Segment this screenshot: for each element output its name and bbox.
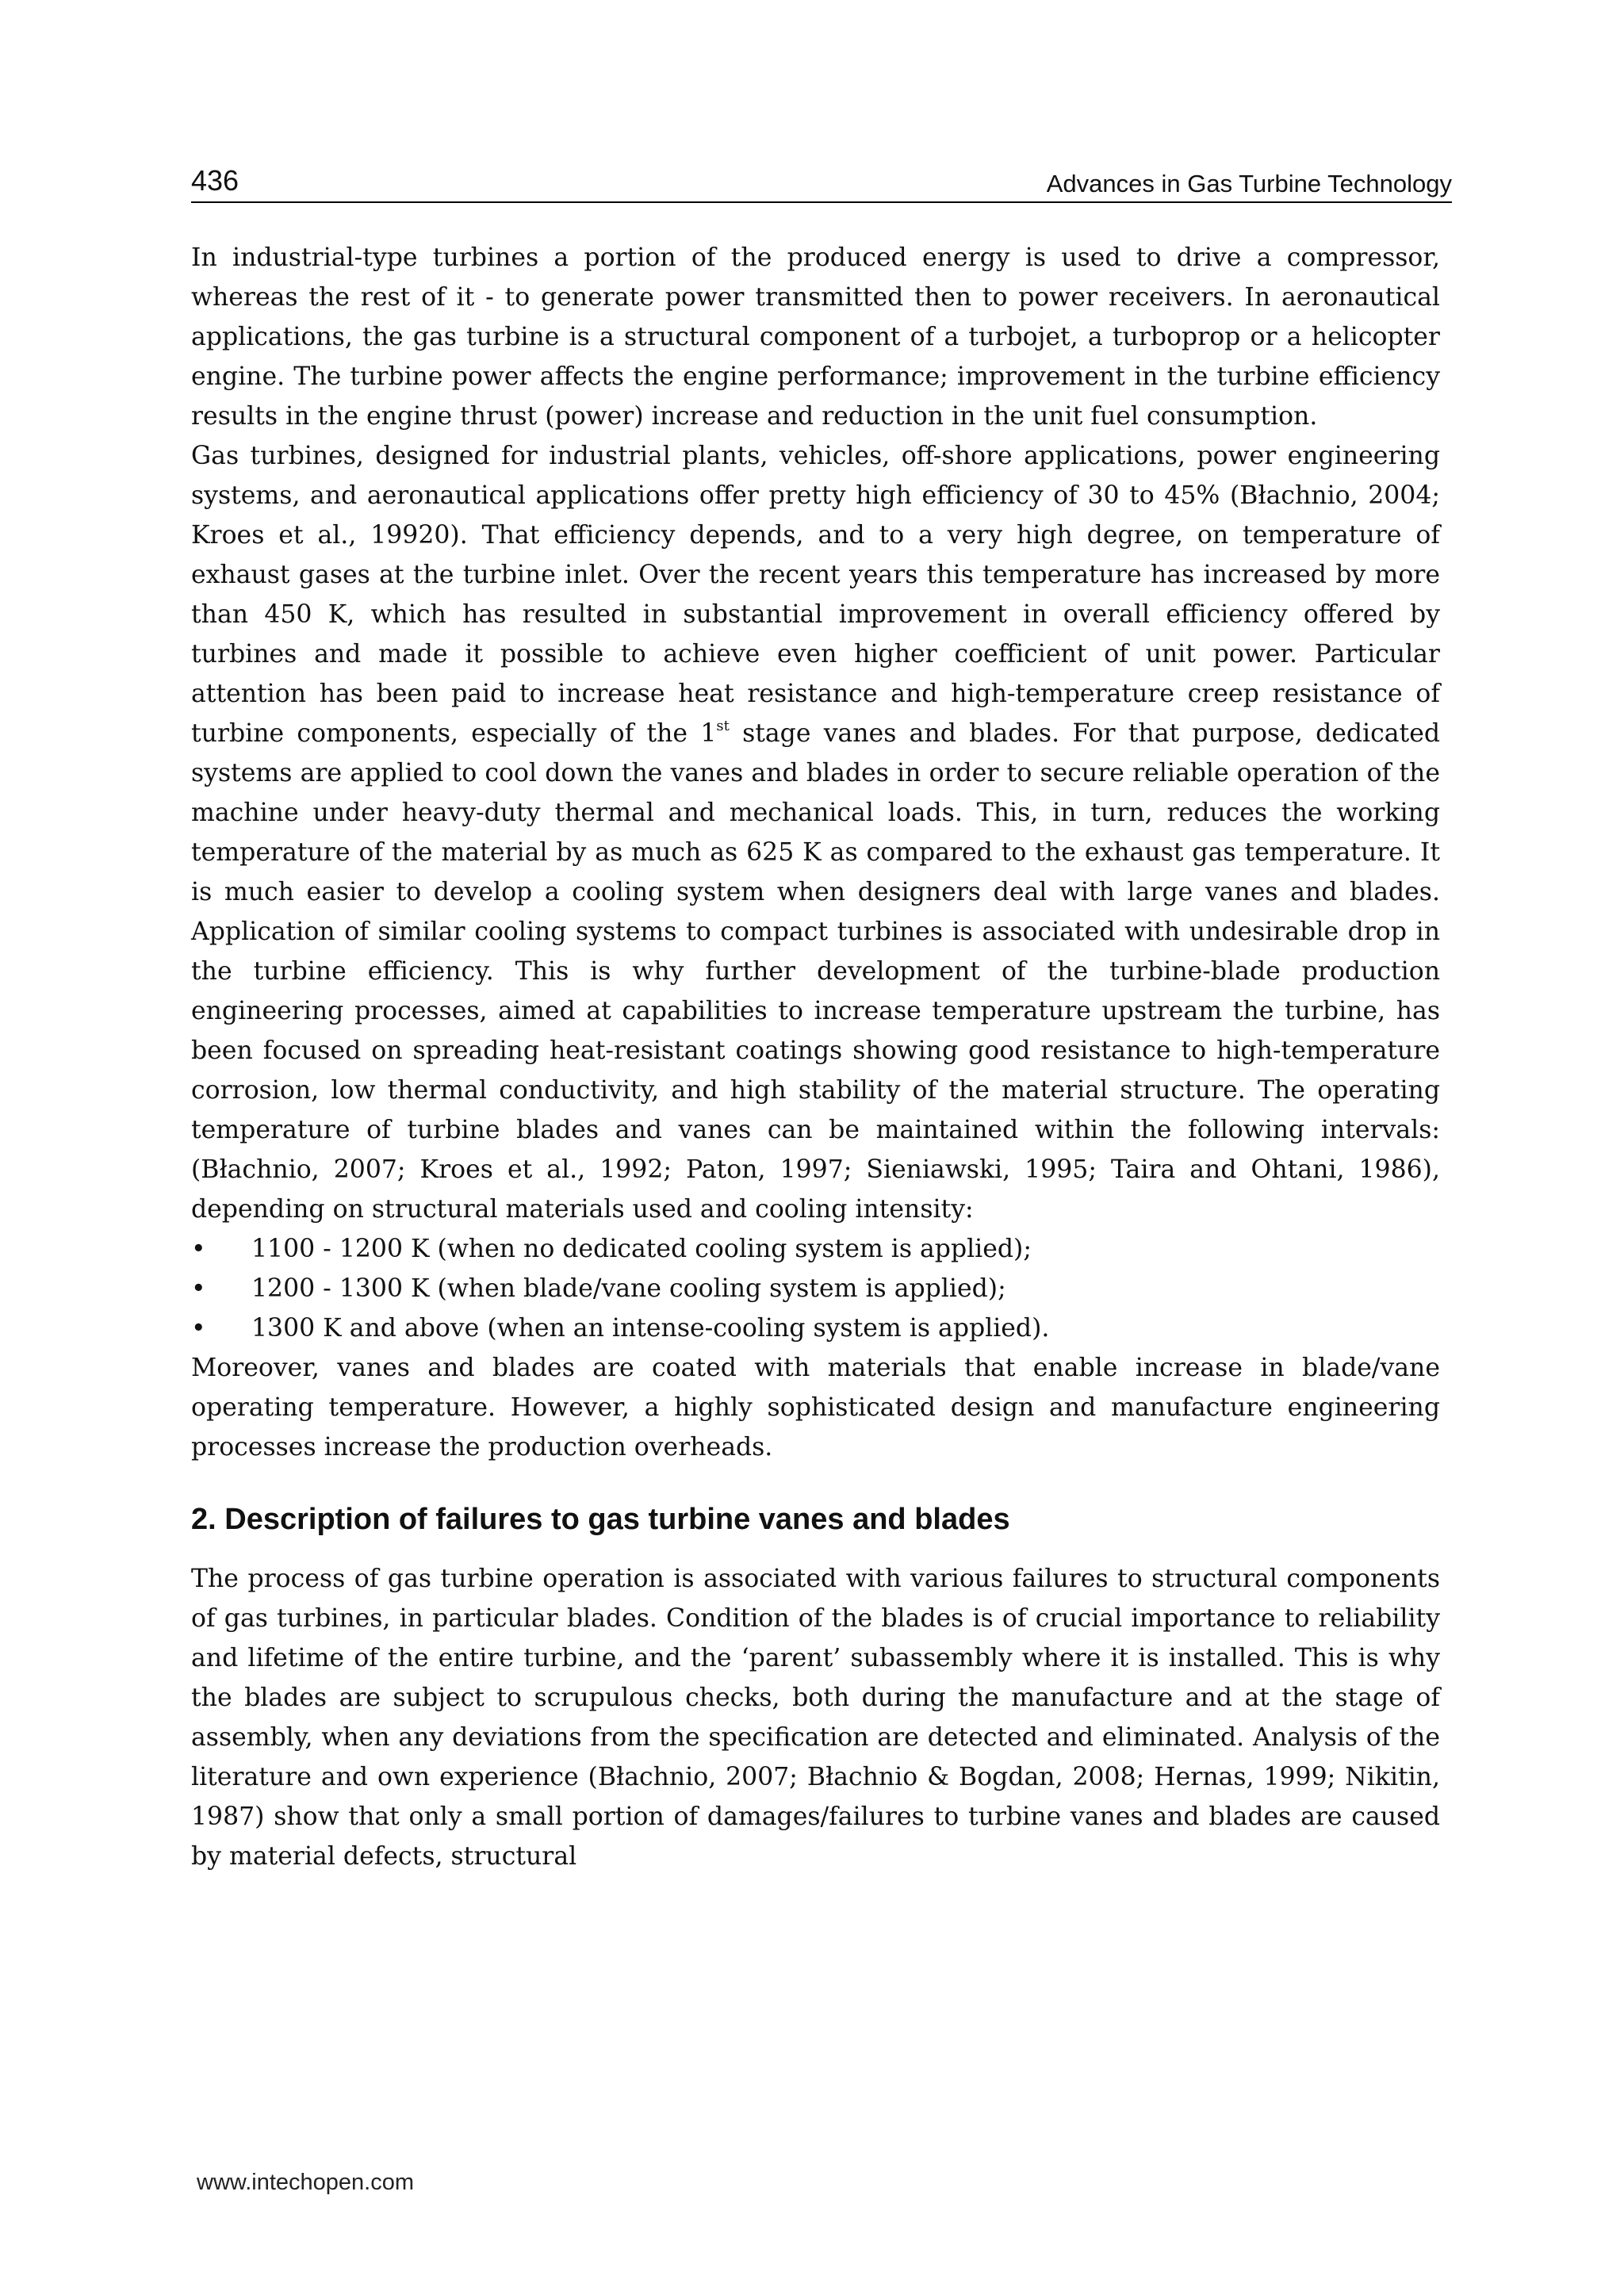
- paragraph: Moreover, vanes and blades are coated with materials that enable increase in blade/vane operating temperature. However, a highly sophisticated design and manufacture engineering processes increase the production overheads.: [191, 1354, 1440, 1462]
- bullet-icon: •: [191, 1274, 206, 1303]
- body-text: [191, 238, 1440, 1876]
- bullet-icon: •: [191, 1235, 206, 1263]
- page-header: [191, 163, 1452, 203]
- running-title: Advances in Gas Turbine Technology: [1046, 170, 1452, 197]
- list-item-text: 1300 K and above (when an intense-cooling system is applied).: [251, 1314, 1050, 1343]
- paragraph: The process of gas turbine operation is associated with various failures to structural components of gas turbines, in particular blades. Condition of the blades is of crucial importance to reliability and lifetime of the entire turbine, and the ‘parent’ subassembly where it is installed. This is why the blades are subject to scrupulous checks, both during the manufacture and at the stage of assembly, when any deviations from the specification are detected and eliminated. Analysis of the literature and own experience (Błachnio, 2007; Błachnio & Bogdan, 2008; Hernas, 1999; Nikitin, 1987) show that only a small portion of damages/failures to turbine vanes and blades are caused by material defects, structural: [191, 1565, 1440, 1871]
- section-heading: 2. Description of failures to gas turbine vanes and blades: [191, 1503, 1010, 1536]
- paragraph-text: Gas turbines, designed for industrial plants, vehicles, off-shore applications, power engineering systems, and aeronautical applications offer pretty high efficiency of 30 to 45% (Błachnio, 2004; Kroes et al., 19920). That efficiency depends, and to a very high degree, on temperature of exhaust gases at the turbine inlet. Over the recent years this temperature has increased by more than 450 K, which has resulted in substantial improvement in overall efficiency offered by turbines and made it possible to achieve even higher coefficient of unit power. Particular attention has been paid to increase heat resistance and high-temperature creep resistance of turbine components, especially of the: [191, 442, 1440, 748]
- list-item: [191, 1229, 1440, 1269]
- list-item-text: 1100 - 1200 K (when no dedicated cooling system is applied);: [251, 1235, 1032, 1263]
- ordinal-superscript: st: [716, 718, 730, 734]
- paragraph-text: stage vanes and blades. For that purpose, dedicated systems are applied to cool down the vanes and blades in order to secure reliable operation of the machine under heavy-duty thermal and mechanical loads. This, in turn, reduces the working temperature of the material by as much as 625 K as compared to the exhaust gas temperature. It is much easier to develop a cooling system when designers deal with large vanes and blades. Application of similar cooling systems to compact turbines is associated with undesirable drop in the turbine efficiency. This is why further development of the turbine-blade production engineering processes, aimed at capabilities to increase temperature upstream the turbine, has been focused on spreading heat-resistant coatings showing good resistance to high-temperature corrosion, low thermal conductivity, and high stability of the material structure. The operating temperature of turbine blades and vanes can be maintained within the following intervals: (Błachnio, 2007; Kroes et al., 1992; Paton, 1997; Sieniawski, 1995; Taira and Ohtani, 1986), depending on structural materials used and cooling intensity:: [191, 719, 1440, 1224]
- bullet-list: [191, 1229, 1440, 1348]
- list-item: [191, 1308, 1440, 1348]
- footer-url: www.intechopen.com: [197, 2170, 415, 2195]
- paragraph: In industrial-type turbines a portion of the produced energy is used to drive a compressor, whereas the rest of it - to generate power transmitted then to power receivers. In aeronautical applications, the gas turbine is a structural component of a turbojet, a turboprop or a helicopter engine. The turbine power affects the engine performance; improvement in the turbine efficiency results in the engine thrust (power) increase and reduction in the unit fuel consumption.: [191, 243, 1440, 431]
- page-number: 436: [191, 164, 239, 197]
- paragraph: [191, 436, 1440, 1229]
- ordinal-number: 1: [700, 719, 717, 748]
- list-item: [191, 1269, 1440, 1308]
- bullet-icon: •: [191, 1314, 206, 1343]
- list-item-text: 1200 - 1300 K (when blade/vane cooling system is applied);: [251, 1274, 1006, 1303]
